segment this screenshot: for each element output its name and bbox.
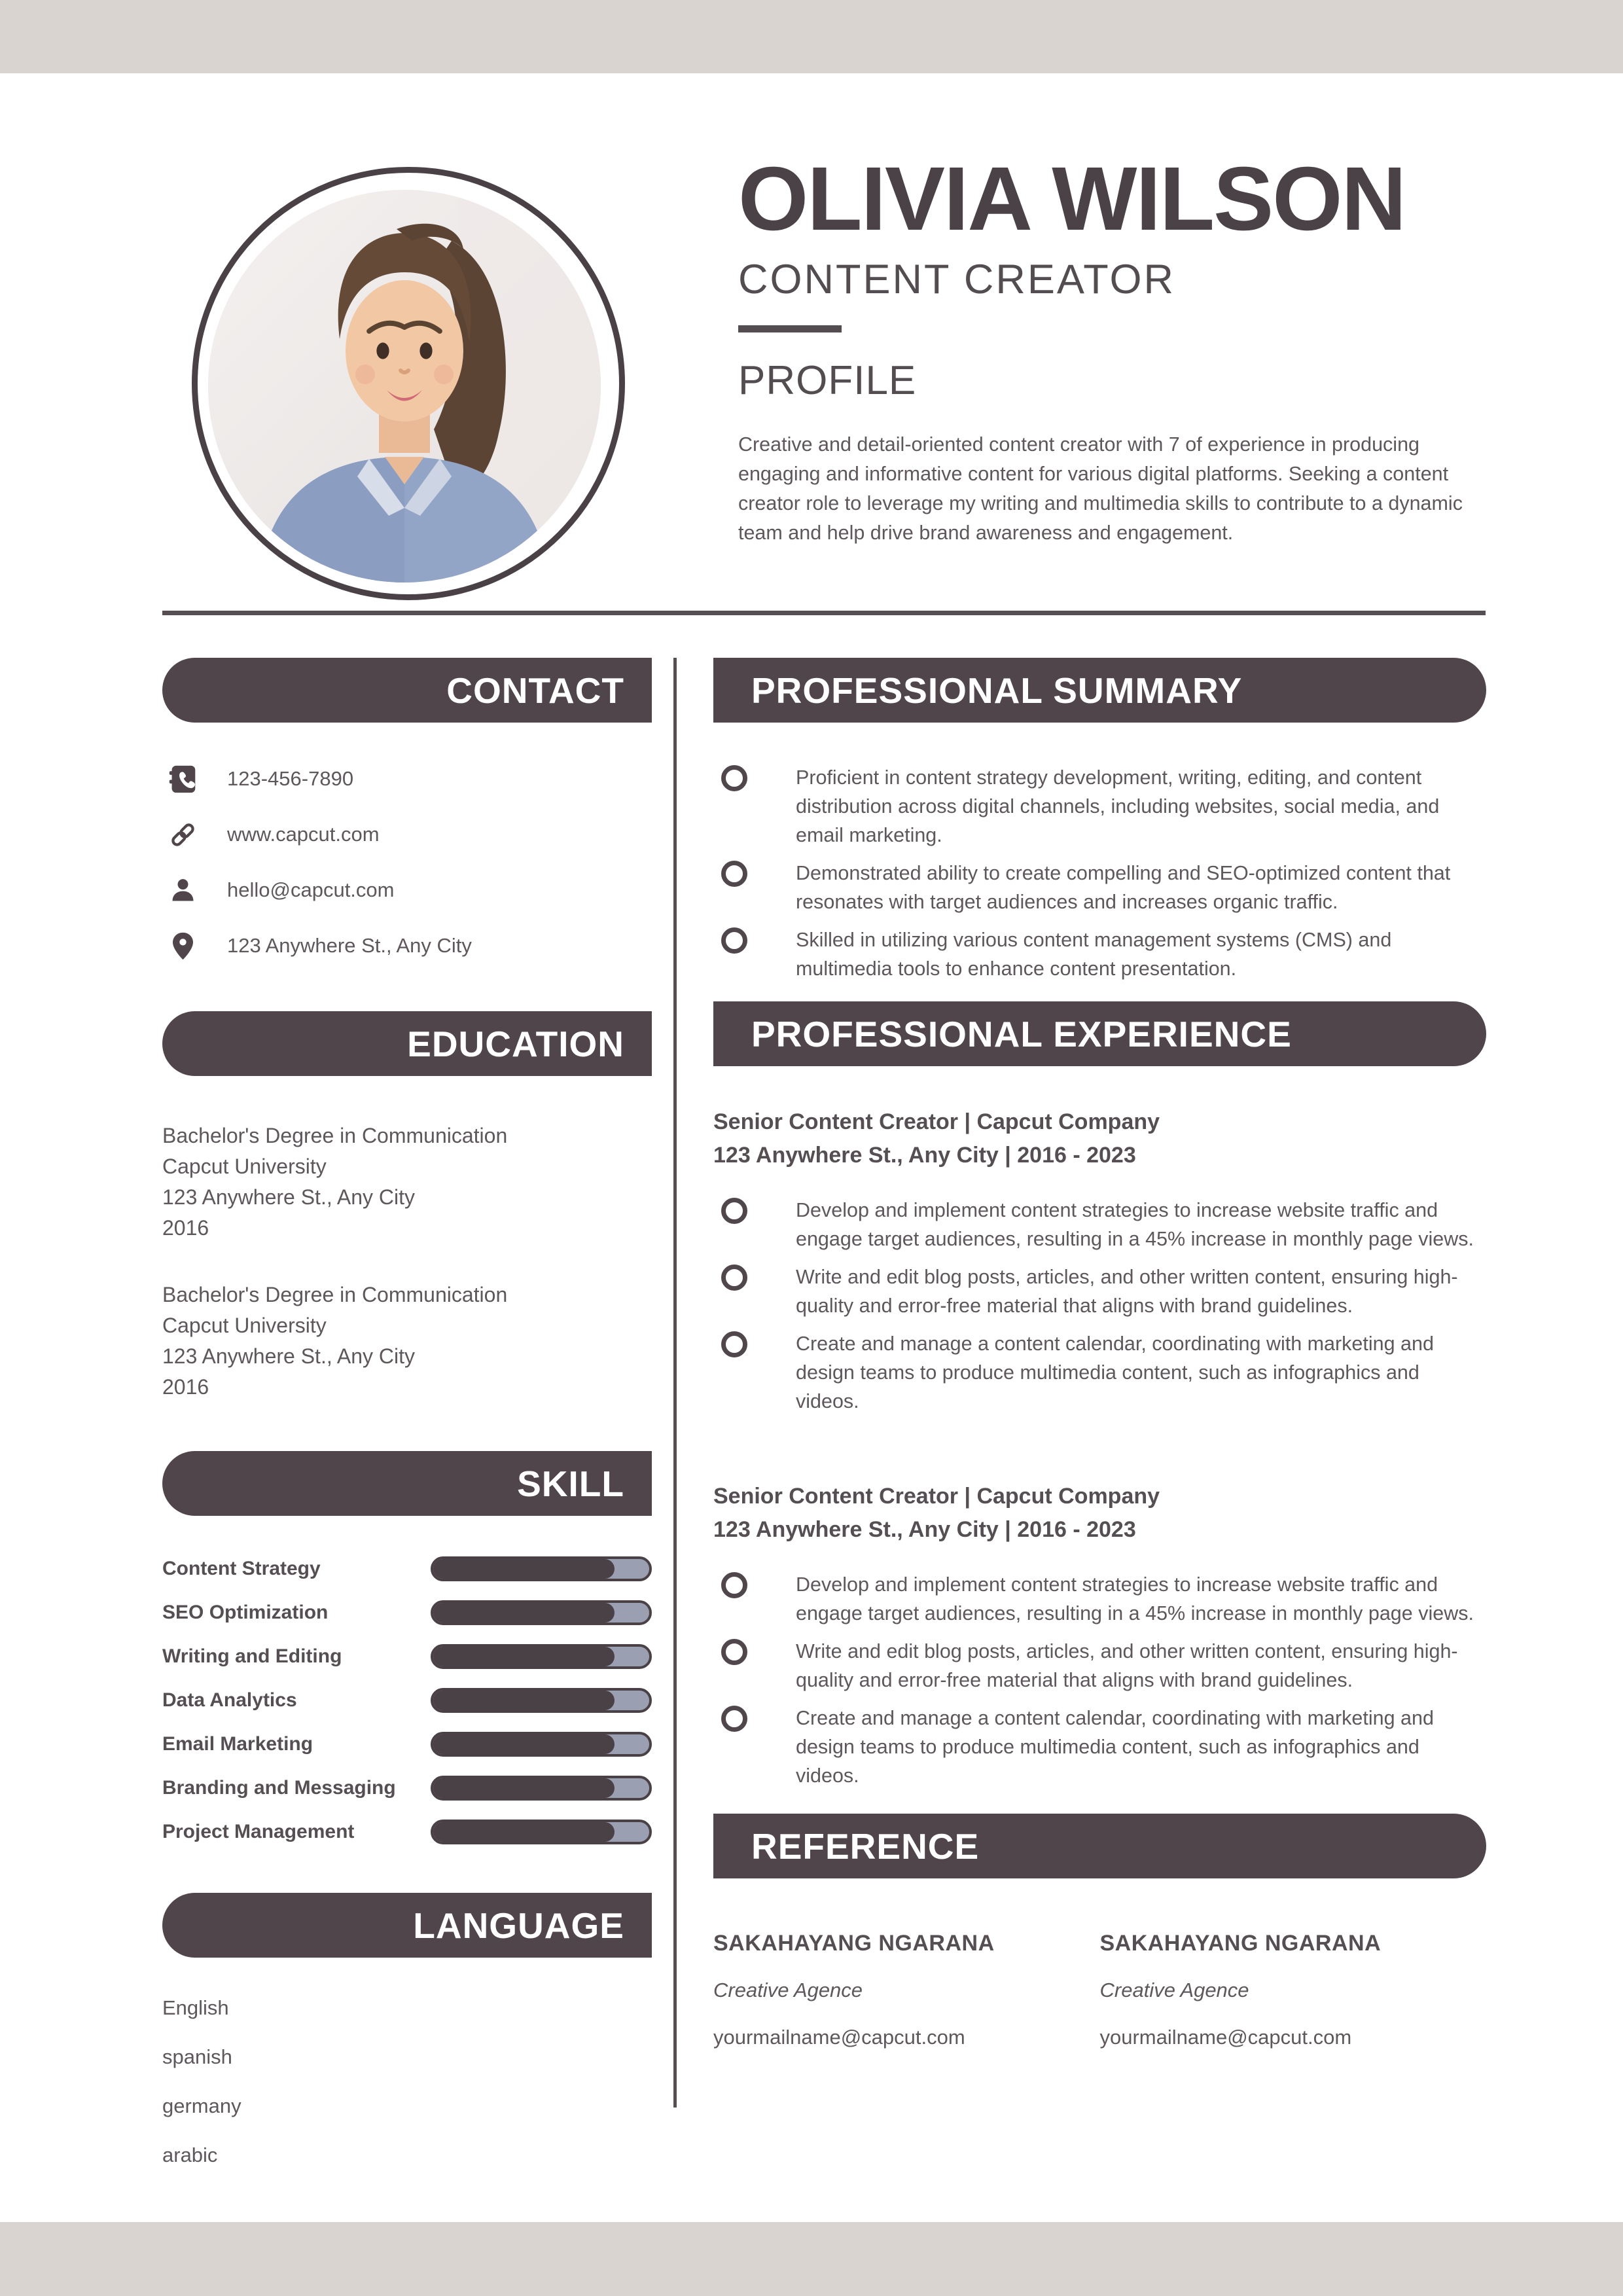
profile-photo [208, 190, 601, 583]
skill-row [162, 1556, 652, 1581]
vertical-divider [673, 658, 677, 2108]
skill-row [162, 1644, 652, 1669]
candidate-job-title: CONTENT CREATOR [738, 256, 1176, 302]
skill-label: SEO Optimization [162, 1602, 329, 1623]
education-entry [162, 1121, 652, 1244]
link-icon [168, 819, 198, 850]
skill-row [162, 1776, 652, 1801]
skill-section-header: SKILL [162, 1451, 652, 1516]
skill-row [162, 1732, 652, 1757]
ring-bullet-icon [721, 1572, 747, 1598]
skill-progress-fill [433, 1691, 615, 1710]
ring-bullet-icon [721, 1706, 747, 1732]
job-bullet-text: Create and manage a content calendar, coordinating with marketing and design teams to produce multimedia content, such as infographics and videos. [796, 1707, 1434, 1787]
job-bullet-list [713, 1570, 1486, 1790]
profile-heading: PROFILE [738, 357, 917, 403]
graduation-year: 2016 [162, 1216, 209, 1240]
reference-company: Creative Agence [713, 1979, 863, 2001]
summary-section-header: PROFESSIONAL SUMMARY [713, 658, 1486, 723]
reference-company: Creative Agence [1099, 1979, 1249, 2001]
bottom-decorative-band [0, 2222, 1623, 2296]
job-bullet-text: Write and edit blog posts, articles, and other written content, ensuring high-quality and error-free material that aligns with brand guidelines. [796, 1266, 1458, 1317]
ring-bullet-icon [721, 927, 747, 954]
skill-label: Writing and Editing [162, 1645, 342, 1667]
skill-row [162, 1820, 652, 1844]
reference-entry [1100, 1931, 1487, 2049]
contact-item-address [168, 929, 652, 963]
summary-bullet-text: Proficient in content strategy development, writing, editing, and content distribution across digital channels, including websites, social media, and email marketing. [796, 766, 1440, 846]
street-address: 123 Anywhere St., Any City [227, 934, 472, 957]
person-icon [168, 875, 198, 906]
skill-label: Project Management [162, 1821, 355, 1842]
language-item: spanish [162, 2045, 232, 2068]
summary-bullet-text: Demonstrated ability to create compelling and SEO-optimized content that resonates with target audiences and increases organic traffic. [796, 862, 1451, 913]
skill-list [162, 1556, 652, 1844]
summary-bullet [721, 859, 1486, 916]
reference-section-header: REFERENCE [713, 1814, 1486, 1878]
ring-bullet-icon [721, 1265, 747, 1291]
skill-progress-bar [431, 1600, 652, 1625]
left-column [162, 658, 652, 2193]
skill-label: Email Marketing [162, 1733, 313, 1755]
job-bullet [721, 1637, 1486, 1695]
contact-section-header: CONTACT [162, 658, 652, 723]
skill-progress-bar [431, 1556, 652, 1581]
job-bullet [721, 1329, 1486, 1416]
job-meta-line: 123 Anywhere St., Any City | 2016 - 2023 [713, 1143, 1136, 1168]
skill-progress-fill [433, 1778, 615, 1798]
language-section-header: LANGUAGE [162, 1893, 652, 1958]
horizontal-divider [162, 611, 1486, 615]
education-entry [162, 1280, 652, 1403]
skill-label: Data Analytics [162, 1689, 297, 1711]
job-bullet-text: Develop and implement content strategies to increase website traffic and engage target audiences, resulting in a 45% increase in monthly page views. [796, 1573, 1474, 1624]
job-title-line: Senior Content Creator | Capcut Company [713, 1109, 1160, 1134]
job-meta-line: 123 Anywhere St., Any City | 2016 - 2023 [713, 1517, 1136, 1542]
skill-progress-bar [431, 1820, 652, 1844]
phone-number: 123-456-7890 [227, 767, 354, 790]
job-bullet [721, 1263, 1486, 1320]
right-column [713, 658, 1486, 2049]
summary-bullet-list [713, 763, 1486, 983]
profile-text: Creative and detail-oriented content creator with 7 of experience in producing engaging and informative content for various digital platforms. Seeking a content creator role to leverage my writing and multimedia skills to contribute to a dynamic team and help drive brand awareness and engagement. [738, 433, 1463, 544]
reference-name: SAKAHAYANG NGARANA [713, 1931, 995, 1956]
skill-progress-bar [431, 1732, 652, 1757]
skill-progress-bar [431, 1644, 652, 1669]
skill-progress-fill [433, 1559, 615, 1579]
language-item: germany [162, 2094, 241, 2117]
education-list [162, 1121, 652, 1403]
ring-bullet-icon [721, 861, 747, 887]
graduation-year: 2016 [162, 1375, 209, 1399]
education-section-header: EDUCATION [162, 1011, 652, 1076]
job-title-line: Senior Content Creator | Capcut Company [713, 1484, 1160, 1509]
top-decorative-band [0, 0, 1623, 73]
school-address: 123 Anywhere St., Any City [162, 1185, 415, 1209]
job-bullet-text: Develop and implement content strategies to increase website traffic and engage target audiences, resulting in a 45% increase in monthly page views. [796, 1199, 1474, 1250]
reference-name: SAKAHAYANG NGARANA [1099, 1931, 1382, 1956]
candidate-name: OLIVIA WILSON [738, 149, 1406, 249]
header-block [738, 149, 1514, 548]
ring-bullet-icon [721, 1331, 747, 1357]
ring-bullet-icon [721, 765, 747, 791]
contact-item-website [168, 817, 652, 852]
school: Capcut University [162, 1314, 327, 1337]
reference-email[interactable]: yourmailname@capcut.com [713, 2026, 965, 2049]
skill-progress-fill [433, 1603, 615, 1623]
skill-progress-fill [433, 1822, 615, 1842]
skill-label: Content Strategy [162, 1558, 321, 1579]
skill-progress-bar [431, 1776, 652, 1801]
contact-list [162, 762, 652, 963]
job-bullet-list [713, 1196, 1486, 1416]
ring-bullet-icon [721, 1198, 747, 1224]
job-bullet [721, 1570, 1486, 1628]
contact-item-email [168, 873, 652, 907]
reference-email[interactable]: yourmailname@capcut.com [1099, 2026, 1352, 2049]
woman-portrait-illustration [208, 190, 601, 583]
language-item: English [162, 1996, 229, 2019]
skill-progress-fill [433, 1647, 615, 1666]
email-address[interactable]: hello@capcut.com [227, 878, 395, 901]
skill-row [162, 1600, 652, 1625]
skill-label: Branding and Messaging [162, 1777, 396, 1799]
job-bullet [721, 1704, 1486, 1790]
job-bullet-text: Write and edit blog posts, articles, and other written content, ensuring high-quality and error-free material that aligns with brand guidelines. [796, 1640, 1458, 1691]
phone-icon [168, 764, 198, 795]
experience-job [713, 1105, 1486, 1416]
school-address: 123 Anywhere St., Any City [162, 1344, 415, 1368]
title-divider [738, 325, 842, 332]
experience-job [713, 1480, 1486, 1790]
skill-progress-fill [433, 1734, 615, 1754]
degree: Bachelor's Degree in Communication [162, 1124, 508, 1147]
job-bullet [721, 1196, 1486, 1253]
reference-grid [713, 1931, 1486, 2049]
website-link[interactable]: www.capcut.com [227, 823, 380, 846]
school: Capcut University [162, 1155, 327, 1178]
contact-item-phone [168, 762, 652, 796]
language-list [162, 1997, 652, 2166]
skill-row [162, 1688, 652, 1713]
skill-progress-bar [431, 1688, 652, 1713]
location-icon [168, 931, 198, 961]
experience-section-header: PROFESSIONAL EXPERIENCE [713, 1001, 1486, 1066]
summary-bullet [721, 925, 1486, 983]
degree: Bachelor's Degree in Communication [162, 1283, 508, 1306]
ring-bullet-icon [721, 1639, 747, 1665]
job-bullet-text: Create and manage a content calendar, coordinating with marketing and design teams to produce multimedia content, such as infographics and videos. [796, 1333, 1434, 1412]
summary-bullet-text: Skilled in utilizing various content management systems (CMS) and multimedia tools to enhance content presentation. [796, 929, 1392, 980]
summary-bullet [721, 763, 1486, 850]
language-item: arabic [162, 2144, 218, 2166]
reference-entry [713, 1931, 1100, 2049]
